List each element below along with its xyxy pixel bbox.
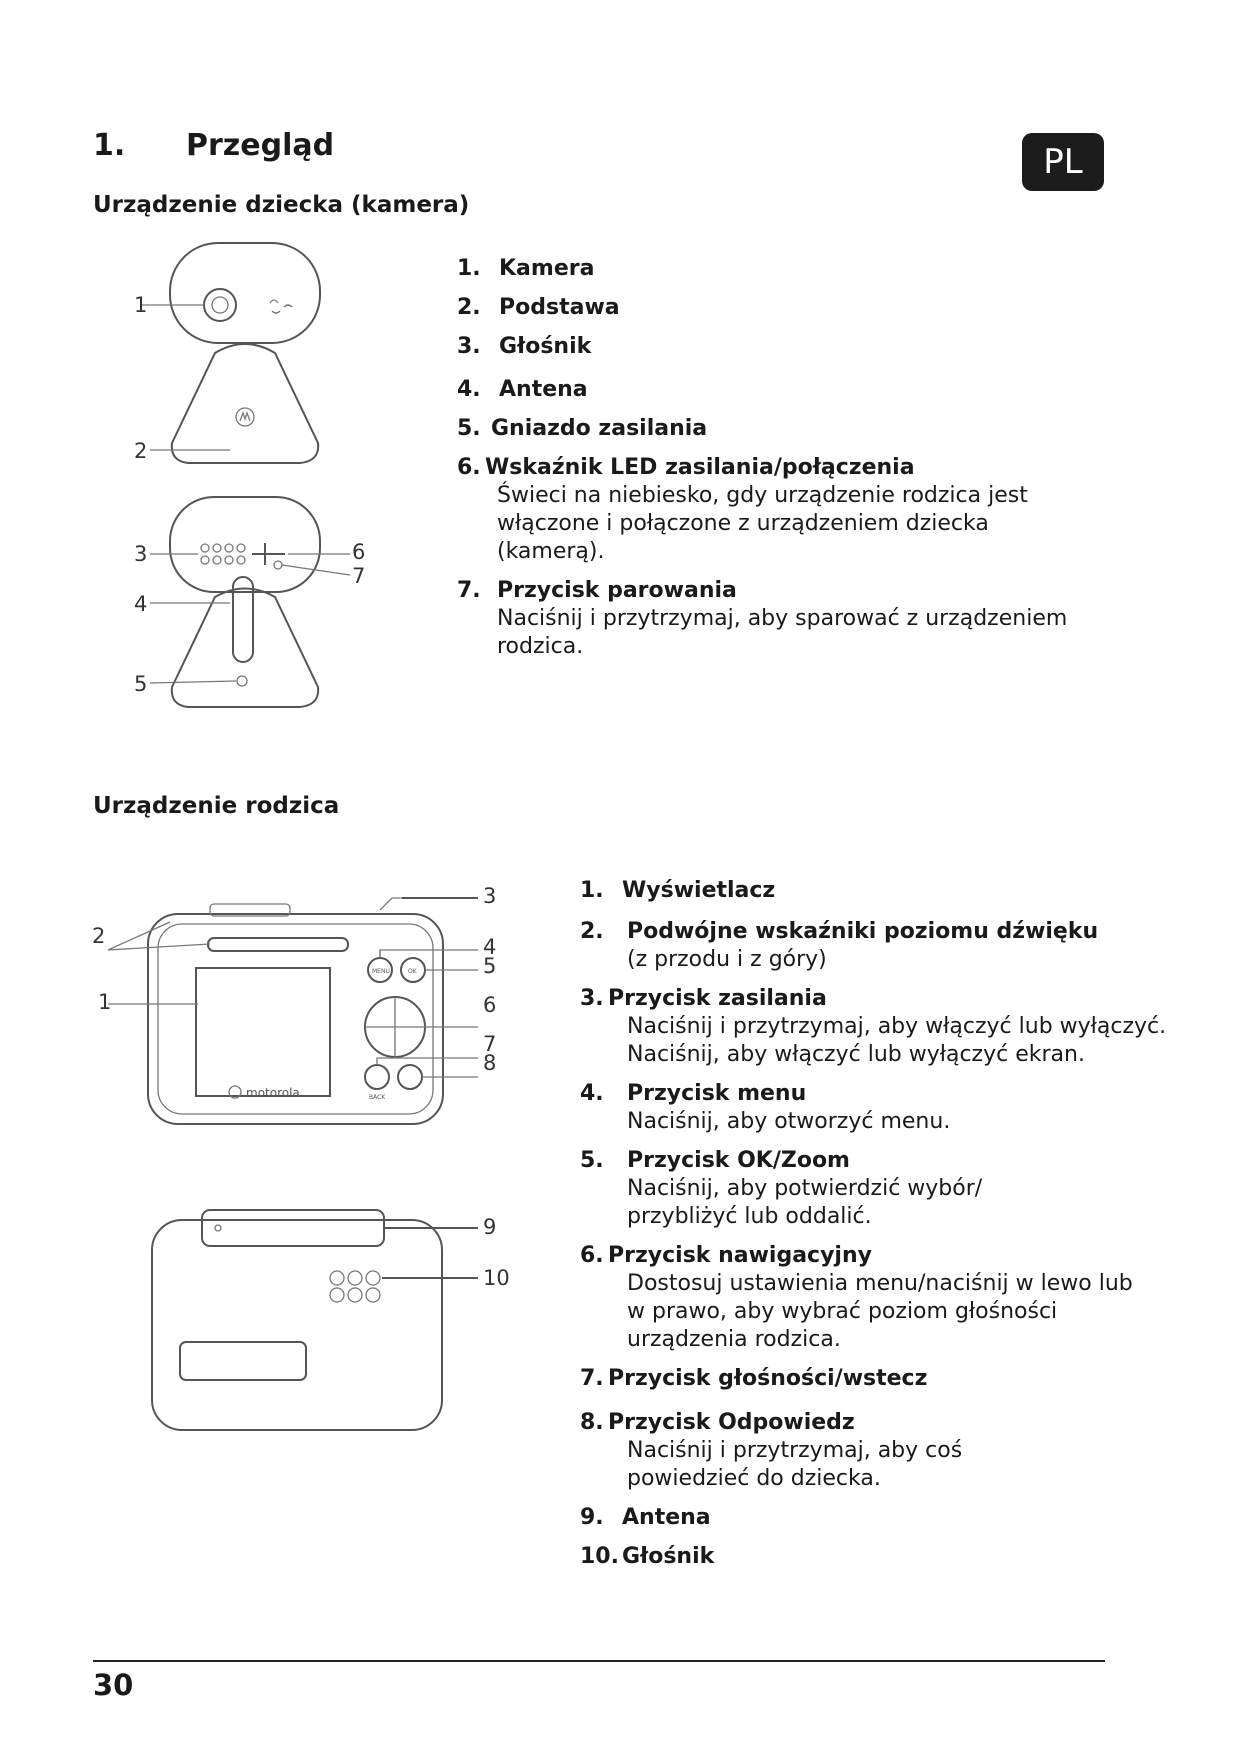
- power-socket-icon: [237, 676, 247, 686]
- page-title: Przegląd: [186, 128, 335, 163]
- callout-7: 7: [483, 1032, 497, 1056]
- camera-lens-icon: [204, 289, 236, 321]
- list-item: 3. Przycisk zasilania Naciśnij i przytrzymaj, aby włączyć lub wyłączyć. Naciśnij, aby włączyć lub wyłączyć ekran.: [580, 986, 1167, 1067]
- list-item: 7. Przycisk głośności/wstecz: [580, 1366, 928, 1391]
- parent-unit-illustration: [80, 870, 520, 1440]
- talk-button-icon: [398, 1065, 422, 1089]
- callout-6: 6: [483, 993, 497, 1017]
- footer-divider: [93, 1660, 1105, 1662]
- callout-1: 1: [134, 293, 148, 317]
- speaker-grille-icon: [330, 1271, 380, 1302]
- parent-unit-back: [152, 1220, 442, 1430]
- callout-6: 6: [352, 540, 366, 564]
- callout-4: 4: [134, 592, 148, 616]
- list-item: 10. Głośnik: [580, 1544, 715, 1569]
- list-item: 2. Podwójne wskaźniki poziomu dźwięku (z przodu i z góry): [580, 919, 1099, 972]
- pair-button-icon: [274, 561, 282, 569]
- list-item: 2. Podstawa: [457, 295, 620, 320]
- callout-10: 10: [483, 1266, 510, 1290]
- power-button-shape: [380, 898, 410, 910]
- display-screen: [196, 968, 330, 1096]
- list-item: 4. Przycisk menu Naciśnij, aby otworzyć menu.: [580, 1081, 951, 1134]
- menu-button-label: MENU: [372, 968, 390, 975]
- antenna-shape: [202, 1210, 384, 1246]
- list-item: 6. Wskaźnik LED zasilania/połączenia Świeci na niebiesko, gdy urządzenie rodzica jest włączone i połączone z urządzeniem dziecka (kamerą).: [457, 455, 1028, 564]
- speaker-grille-icon: [201, 544, 245, 564]
- list-item: 5. Gniazdo zasilania: [457, 416, 708, 441]
- list-item: 1. Kamera: [457, 256, 595, 281]
- parent-unit-heading: Urządzenie rodzica: [93, 793, 340, 819]
- callout-1: 1: [98, 990, 112, 1014]
- callout-2: 2: [134, 439, 148, 463]
- language-badge: PL: [1022, 133, 1104, 191]
- list-item: 1. Wyświetlacz: [580, 878, 776, 903]
- ok-button-label: OK: [408, 968, 417, 975]
- volume-back-button-icon: [365, 1065, 389, 1089]
- callout-3: 3: [483, 884, 497, 908]
- back-button-label: BACK: [369, 1094, 386, 1101]
- camera-head-front: [170, 243, 320, 343]
- callout-4: 4: [483, 935, 497, 959]
- callout-8: 8: [483, 1051, 497, 1075]
- list-item: 9. Antena: [580, 1505, 711, 1530]
- list-item: 5. Przycisk OK/Zoom Naciśnij, aby potwierdzić wybór/ przybliżyć lub oddalić.: [580, 1148, 983, 1229]
- camera-stand-front: [172, 344, 318, 463]
- parent-unit-list: [580, 877, 1180, 1582]
- list-item: 8. Przycisk Odpowiedz Naciśnij i przytrzymaj, aby coś powiedzieć do dziecka.: [580, 1410, 963, 1491]
- battery-cover: [180, 1342, 306, 1380]
- baby-unit-heading: Urządzenie dziecka (kamera): [93, 192, 470, 218]
- front-level-indicator: [208, 938, 348, 951]
- list-item: 7. Przycisk parowania Naciśnij i przytrzymaj, aby sparować z urządzeniem rodzica.: [457, 578, 1068, 659]
- callout-9: 9: [483, 1215, 497, 1239]
- callout-5: 5: [134, 672, 148, 696]
- brand-label: motorola: [246, 1086, 300, 1100]
- list-item: 3. Głośnik: [457, 334, 592, 359]
- section-number: 1.: [93, 128, 126, 163]
- baby-unit-list: [457, 255, 1137, 672]
- list-item: 6. Przycisk nawigacyjny Dostosuj ustawienia menu/naciśnij w lewo lub w prawo, aby wybrać poziom głośności urządzenia rodzica.: [580, 1243, 1133, 1352]
- callout-3: 3: [134, 542, 148, 566]
- list-item: 4. Antena: [457, 377, 588, 402]
- page-number: 30: [93, 1668, 134, 1702]
- camera-stand-back: [172, 589, 318, 708]
- callout-7: 7: [352, 564, 366, 588]
- sensor-dots: [270, 300, 292, 313]
- callout-5: 5: [483, 954, 497, 978]
- baby-unit-illustration: [120, 235, 420, 735]
- callout-2: 2: [92, 924, 106, 948]
